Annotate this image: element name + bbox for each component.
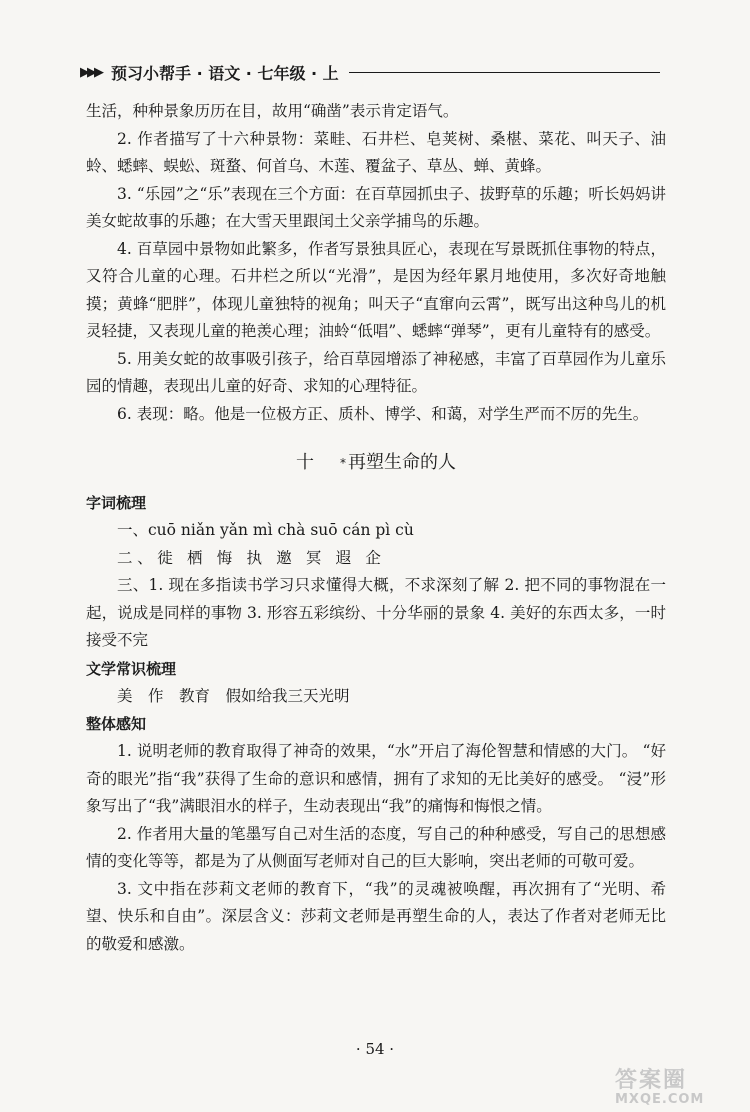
vocab-definitions: 三、1. 现在多指读书学习只求懂得大概，不求深刻了解 2. 把不同的事物混在一起，说成是同样的事物 3. 形容五彩缤纷、十分华丽的景象 4. 美好的东西太多，一时接受不完	[86, 576, 666, 649]
answer-3: 3. “乐园”之“乐”表现在三个方面：在百草园抓虫子、拔野草的乐趣；听长妈妈讲美女蛇故事的乐趣；在大雪天里跟闰土父亲学捕鸟的乐趣。	[86, 184, 666, 230]
overall-heading: 整体感知	[86, 715, 147, 733]
lesson-title	[86, 450, 666, 476]
answer-5: 5. 用美女蛇的故事吸引孩子，给百草园增添了神秘感，丰富了百草园作为儿童乐园的情趣，表现出儿童的好奇、求知的心理特征。	[86, 349, 666, 395]
overall-answer-2: 2. 作者用大量的笔墨写自己对生活的态度，写自己的种种感受，写自己的思想感情的变化等等，都是为了从侧面写老师对自己的巨大影响，突出老师的可敬可爱。	[86, 824, 666, 870]
watermark-text: 答案圈	[615, 1068, 688, 1093]
literature-answer: 美 作 教育 假如给我三天光明	[117, 686, 350, 705]
paragraph-continuation: 生活，种种景象历历在目，故用“确凿”表示肯定语气。	[86, 102, 459, 120]
overall-answer-3: 3. 文中指在莎莉文老师的教育下，“我”的灵魂被唤醒，再次拥有了“光明、希望、快乐和自由”。深层含义：莎莉文老师是再塑生命的人，表达了作者对老师无比的敬爱和感激。	[86, 879, 666, 953]
lesson-name: 再塑生命的人	[348, 452, 456, 473]
literature-heading: 文学常识梳理	[86, 659, 177, 678]
answer-6: 6. 表现：略。他是一位极方正、质朴、博学、和蔼，对学生严而不厉的先生。	[117, 404, 649, 423]
vocab-characters: 二、徙 栖 悔 执 邀 冥 遐 企	[117, 548, 386, 567]
page-content	[86, 98, 666, 958]
watermark-url: MXQE.COM	[615, 1092, 705, 1107]
header-title: 预习小帮手 · 语文 · 七年级 · 上	[111, 63, 339, 83]
header-rule	[349, 72, 660, 73]
watermark-logo	[615, 1070, 745, 1108]
header-arrows-icon: ▶▶▶	[80, 64, 101, 80]
vocab-pinyin: 一、cuō niǎn yǎn mì chà suō cán pì cù	[117, 521, 414, 539]
page-number: · 54 ·	[355, 1040, 395, 1058]
lesson-star-mark: *	[340, 456, 346, 470]
vocab-heading: 字词梳理	[86, 494, 147, 512]
answer-2: 2. 作者描写了十六种景物：菜畦、石井栏、皂荚树、桑椹、菜花、叫天子、油蛉、蟋蟀、蜈蚣、斑蝥、何首乌、木莲、覆盆子、草丛、蝉、黄蜂。	[86, 129, 666, 175]
lesson-number: 十	[296, 452, 314, 473]
running-header	[80, 60, 660, 84]
answer-4: 4. 百草园中景物如此繁多，作者写景独具匠心，表现在写景既抓住事物的特点，又符合儿童的心理。石井栏之所以“光滑”，是因为经年累月地使用，多次好奇地触摸；黄蜂“肥胖”，体现儿童独特的视角；叫天子“直窜向云霄”，既写出这种鸟儿的机灵轻捷，又表现儿童的艳羡心理；油蛉“低唱”、蟋蟀“弹琴”，更有儿童特有的感受。	[86, 239, 666, 340]
overall-answer-1: 1. 说明老师的教育取得了神奇的效果，“水”开启了海伦智慧和情感的大门。 “好奇的眼光”指“我”获得了生命的意识和感情，拥有了求知的无比美好的感受。 “浸”形象写出了“我”满眼泪水的样子，生动表现出“我”的痛悔和悔恨之情。	[86, 742, 666, 815]
